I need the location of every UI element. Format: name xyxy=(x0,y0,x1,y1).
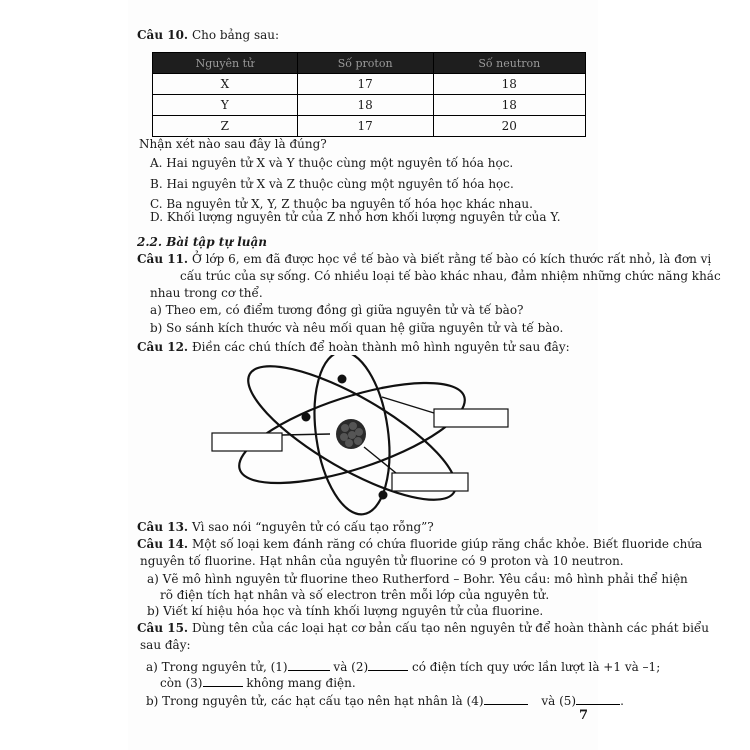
table-cell: 18 xyxy=(433,74,585,95)
electron-icon xyxy=(338,375,347,384)
section-heading: 2.2. Bài tập tự luận xyxy=(137,235,268,249)
electron-icon xyxy=(302,413,311,422)
q10-question: Nhận xét nào sau đây là đúng? xyxy=(139,137,327,151)
q15-part-a-1 xyxy=(146,660,660,674)
q10-title: Câu 10. xyxy=(137,28,189,42)
table-row xyxy=(153,95,586,116)
pointer-line xyxy=(282,434,330,435)
q14-text-1: Một số loại kem đánh răng có chứa fluoride giúp răng chắc khỏe. Biết fluoride chứa xyxy=(191,537,703,551)
q15-b-mid: và (5) xyxy=(541,694,577,708)
q15-a-mid: và (2) xyxy=(333,660,369,674)
table-cell: 18 xyxy=(297,95,433,116)
q14-line-2: nguyên tố fluorine. Hạt nhân của nguyên tử fluorine có 9 proton và 10 neutron. xyxy=(140,554,624,568)
label-box-1[interactable] xyxy=(434,409,508,427)
q13-text: Vì sao nói “nguyên tử có cấu tạo rỗng”? xyxy=(191,520,434,534)
q11-line-1 xyxy=(137,252,711,266)
q13-line xyxy=(137,520,434,534)
q10-option-c: C. Ba nguyên tử X, Y, Z thuộc ba nguyên tố hóa học khác nhau. xyxy=(150,197,533,211)
page-number: 7 xyxy=(579,708,589,723)
label-box-3[interactable] xyxy=(392,473,468,491)
q15-a2-pre: còn (3) xyxy=(160,676,203,690)
table-cell: Z xyxy=(153,116,298,137)
q10-option-d: D. Khối lượng nguyên tử của Z nhỏ hơn khối lượng nguyên tử của Y. xyxy=(150,210,561,224)
q11-part-a: a) Theo em, có điểm tương đồng gì giữa nguyên tử và tế bào? xyxy=(150,303,524,317)
q15-line-1 xyxy=(137,621,709,635)
q15-a-post: có điện tích quy ước lần lượt là +1 và –1; xyxy=(412,660,661,674)
particle-table xyxy=(152,52,586,137)
q11-line-2: cấu trúc của sự sống. Có nhiều loại tế bào khác nhau, đảm nhiệm những chức năng khác xyxy=(180,269,721,283)
electron-icon xyxy=(379,491,388,500)
blank-2[interactable] xyxy=(368,660,408,671)
table-cell: X xyxy=(153,74,298,95)
label-box-2[interactable] xyxy=(212,433,282,451)
q12-title: Câu 12. xyxy=(137,340,189,354)
q10-option-a: A. Hai nguyên tử X và Y thuộc cùng một nguyên tố hóa học. xyxy=(150,156,514,170)
table-header-row xyxy=(153,53,586,74)
table-row xyxy=(153,74,586,95)
q11-text-1: Ở lớp 6, em đã được học về tế bào và biết rằng tế bào có kích thước rất nhỏ, là đơn vị xyxy=(191,252,712,266)
q14-part-a-2: rõ điện tích hạt nhân và số electron trên mỗi lớp của nguyên tử. xyxy=(160,588,550,602)
q15-b-pre: b) Trong nguyên tử, các hạt cấu tạo nên hạt nhân là (4) xyxy=(146,694,484,708)
blank-3[interactable] xyxy=(203,676,243,687)
q15-part-a-2 xyxy=(160,676,356,690)
pointer-line xyxy=(364,447,396,473)
q15-text-1: Dùng tên của các loại hạt cơ bản cấu tạo nên nguyên tử để hoàn thành các phát biểu xyxy=(191,621,710,635)
q11-title: Câu 11. xyxy=(137,252,189,266)
q12-text: Điền các chú thích để hoàn thành mô hình nguyên tử sau đây: xyxy=(191,340,570,354)
q10-option-b: B. Hai nguyên tử X và Z thuộc cùng một nguyên tố hóa học. xyxy=(150,177,514,191)
atom-diagram xyxy=(200,355,530,525)
q11-part-b: b) So sánh kích thước và nêu mối quan hệ giữa nguyên tử và tế bào. xyxy=(150,321,564,335)
table-cell: 20 xyxy=(433,116,585,137)
q15-a-pre: a) Trong nguyên tử, (1) xyxy=(146,660,288,674)
table-cell: 17 xyxy=(297,74,433,95)
table-header: Nguyên tử xyxy=(153,53,298,74)
q13-title: Câu 13. xyxy=(137,520,189,534)
table-cell: 17 xyxy=(297,116,433,137)
q15-line-2: sau đây: xyxy=(140,638,191,652)
q14-part-a-1: a) Vẽ mô hình nguyên tử fluorine theo Rutherford – Bohr. Yêu cầu: mô hình phải thể hiện xyxy=(147,572,688,586)
blank-1[interactable] xyxy=(288,660,330,671)
q14-line-1 xyxy=(137,537,702,551)
q15-title: Câu 15. xyxy=(137,621,189,635)
table-header: Số proton xyxy=(297,53,433,74)
q15-a2-post: không mang điện. xyxy=(246,676,356,690)
q10-heading xyxy=(137,28,279,42)
q15-part-b xyxy=(146,694,624,708)
blank-4[interactable] xyxy=(484,694,528,705)
blank-5[interactable] xyxy=(576,694,620,705)
table-cell: Y xyxy=(153,95,298,116)
table-row xyxy=(153,116,586,137)
table-cell: 18 xyxy=(433,95,585,116)
q10-intro: Cho bảng sau: xyxy=(191,28,280,42)
table-header: Số neutron xyxy=(433,53,585,74)
q11-line-3: nhau trong cơ thể. xyxy=(150,286,263,300)
q12-line xyxy=(137,340,570,354)
q15-b-post: . xyxy=(620,694,624,708)
q14-part-b: b) Viết kí hiệu hóa học và tính khối lượng nguyên tử của fluorine. xyxy=(147,604,544,618)
pointer-line xyxy=(382,397,434,413)
q14-title: Câu 14. xyxy=(137,537,189,551)
